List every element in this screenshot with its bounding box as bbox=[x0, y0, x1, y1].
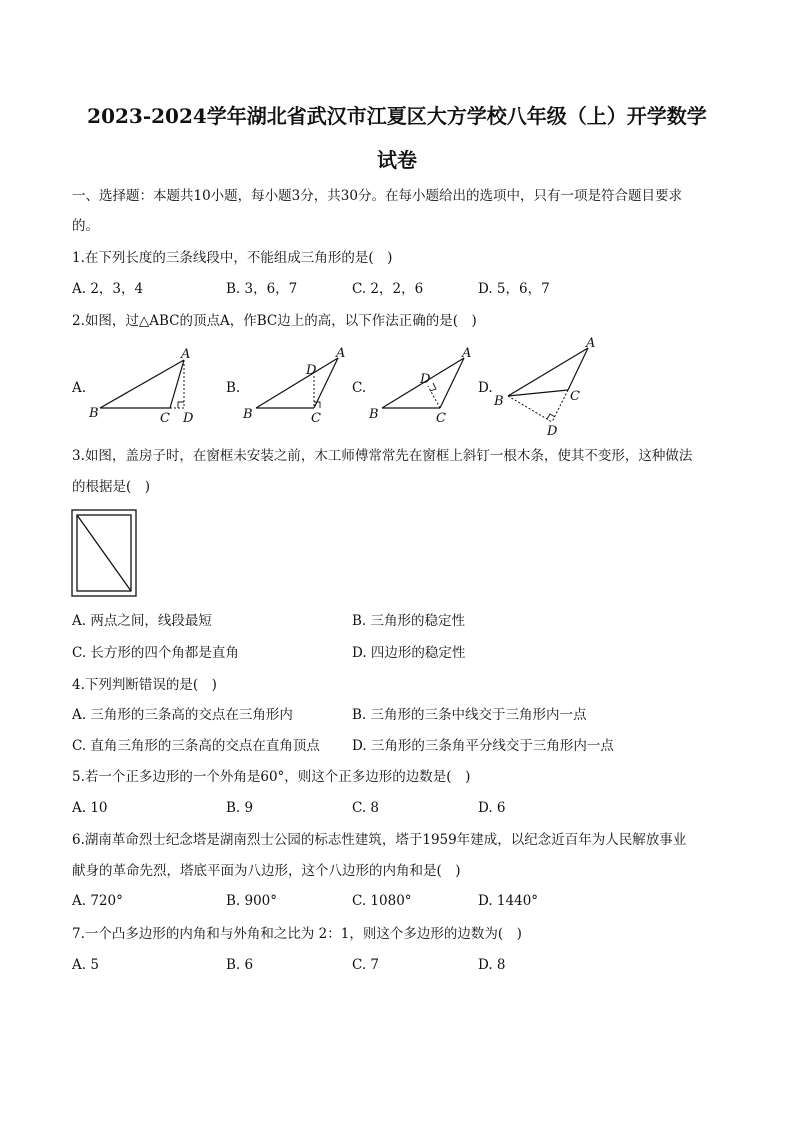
q2-figure-a bbox=[86, 346, 198, 426]
label-a: A bbox=[586, 336, 596, 351]
q7-option-c[interactable]: C. 7 bbox=[352, 957, 380, 973]
q1-option-b[interactable]: B. 3，6，7 bbox=[226, 281, 298, 297]
label-c: C bbox=[436, 411, 446, 426]
section-heading-line1: 一、选择题：本题共10小题，每小题3分，共30分。在每小题给出的选项中，只有一项是符合题目要求 bbox=[72, 188, 682, 204]
section-heading-line2: 的。 bbox=[72, 218, 99, 234]
q6-option-d[interactable]: D. 1440° bbox=[478, 893, 539, 909]
q2-figure-d bbox=[490, 334, 602, 440]
question-3-stem-line1: 3.如图，盖房子时，在窗框未安装之前，木工师傅常常先在窗框上斜钉一根木条，使其不变形，这种做法 bbox=[72, 448, 693, 464]
q5-option-b[interactable]: B. 9 bbox=[226, 800, 254, 816]
segment-bd bbox=[508, 396, 552, 422]
q6-option-c[interactable]: C. 1080° bbox=[352, 893, 412, 909]
q2-option-c[interactable]: C. bbox=[352, 380, 367, 396]
label-a: A bbox=[336, 346, 346, 361]
question-4-stem: 4.下列判断错误的是( ) bbox=[72, 677, 217, 693]
q3-option-c[interactable]: C. 长方形的四个角都是直角 bbox=[72, 645, 239, 661]
exam-title-line1: 2023-2024学年湖北省武汉市江夏区大方学校八年级（上）开学数学 bbox=[87, 104, 707, 128]
q2-figure-b bbox=[240, 346, 352, 426]
height-cd bbox=[552, 390, 568, 422]
q6-option-a[interactable]: A. 720° bbox=[72, 893, 123, 909]
label-b: B bbox=[89, 406, 99, 421]
q7-option-b[interactable]: B. 6 bbox=[226, 957, 254, 973]
q5-option-c[interactable]: C. 8 bbox=[352, 800, 380, 816]
question-2-stem: 2.如图，过△ABC的顶点A，作BC边上的高，以下作法正确的是( ) bbox=[72, 313, 477, 329]
diagonal-wood-strip bbox=[77, 515, 131, 591]
label-b: B bbox=[369, 407, 379, 422]
question-3-stem-line2: 的根据是( ) bbox=[72, 479, 151, 495]
question-5-stem: 5.若一个正多边形的一个外角是60°，则这个正多边形的边数是( ) bbox=[72, 769, 471, 785]
label-d: D bbox=[183, 411, 194, 426]
q3-option-a[interactable]: A. 两点之间，线段最短 bbox=[72, 613, 212, 629]
q3-option-d[interactable]: D. 四边形的稳定性 bbox=[352, 645, 466, 661]
label-b: B bbox=[494, 394, 504, 409]
q2-figure-c bbox=[366, 346, 478, 426]
q1-option-a[interactable]: A. 2，3，4 bbox=[72, 281, 144, 297]
label-b: B bbox=[243, 407, 253, 422]
label-d: D bbox=[420, 372, 431, 387]
question-7-stem: 7.一个凸多边形的内角和与外角和之比为 2：1，则这个多边形的边数为( ) bbox=[72, 926, 522, 942]
q4-option-a[interactable]: A. 三角形的三条高的交点在三角形内 bbox=[72, 707, 293, 723]
q1-option-c[interactable]: C. 2，2，6 bbox=[352, 281, 424, 297]
label-a: A bbox=[462, 346, 472, 361]
label-c: C bbox=[160, 411, 170, 426]
q2-option-a[interactable]: A. bbox=[72, 380, 87, 396]
q7-option-a[interactable]: A. 5 bbox=[72, 957, 99, 973]
question-6-stem-line2: 献身的革命先烈，塔底平面为八边形，这个八边形的内角和是( ) bbox=[72, 863, 461, 879]
q4-option-b[interactable]: B. 三角形的三条中线交于三角形内一点 bbox=[352, 707, 587, 723]
side-ba bbox=[100, 360, 184, 408]
q6-option-b[interactable]: B. 900° bbox=[226, 893, 278, 909]
right-angle-mark bbox=[430, 383, 436, 391]
label-c: C bbox=[570, 389, 580, 404]
label-d: D bbox=[306, 363, 317, 378]
right-angle-mark bbox=[547, 414, 555, 419]
label-a: A bbox=[181, 347, 191, 362]
question-1-stem: 1.在下列长度的三条线段中，不能组成三角形的是( ) bbox=[72, 250, 393, 266]
right-angle-mark bbox=[178, 402, 184, 408]
q7-option-d[interactable]: D. 8 bbox=[478, 957, 506, 973]
q4-option-d[interactable]: D. 三角形的三条角平分线交于三角形内一点 bbox=[352, 738, 614, 754]
label-d: D bbox=[547, 424, 558, 439]
question-6-stem-line1: 6.湖南革命烈士纪念塔是湖南烈士公园的标志性建筑，塔于1959年建成，以纪念近百年为人民解放事业 bbox=[72, 832, 687, 848]
q2-option-b[interactable]: B. bbox=[226, 380, 241, 396]
q3-option-b[interactable]: B. 三角形的稳定性 bbox=[352, 613, 466, 629]
label-c: C bbox=[311, 411, 321, 426]
q2-option-d[interactable]: D. bbox=[478, 380, 493, 396]
q4-option-c[interactable]: C. 直角三角形的三条高的交点在直角顶点 bbox=[72, 738, 320, 754]
exam-title-line2: 试卷 bbox=[377, 148, 417, 172]
q5-option-a[interactable]: A. 10 bbox=[72, 800, 108, 816]
window-frame-figure bbox=[70, 508, 140, 598]
q1-option-d[interactable]: D. 5，6，7 bbox=[478, 281, 550, 297]
q5-option-d[interactable]: D. 6 bbox=[478, 800, 506, 816]
